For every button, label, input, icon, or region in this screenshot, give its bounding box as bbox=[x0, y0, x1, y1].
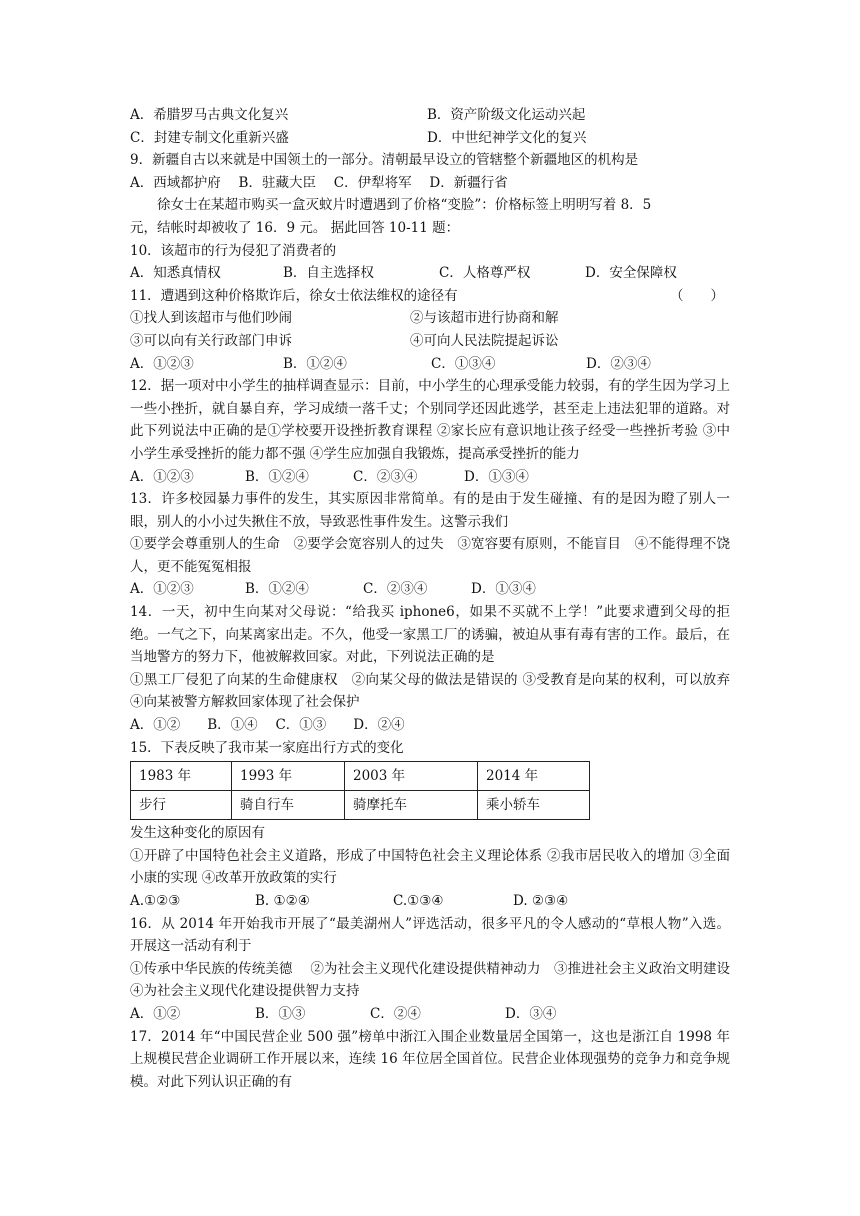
q11-item-1: ①找人到该超市与他们吵闹 bbox=[130, 310, 292, 327]
passage-line2: 元，结帐时却被收了 16．9 元。 据此回答 10-11 题： bbox=[130, 219, 460, 236]
travel-table bbox=[130, 761, 590, 820]
q16-option-c: C．②④ bbox=[370, 1005, 421, 1022]
table-cell-year: 1983 年 bbox=[131, 762, 232, 791]
q14-items: ①黑工厂侵犯了向某的生命健康权 ②向某父母的做法是错误的 ③受教育是向某的权利，可以放弃 ④向某被警方解救回家体现了社会保护 bbox=[130, 671, 744, 711]
q11-option-b: B．①②④ bbox=[283, 355, 347, 372]
q13-option-a: A．①②③ bbox=[130, 581, 194, 598]
q11-item-2: ②与该超市进行协商和解 bbox=[410, 310, 559, 327]
q10-stem: 10．该超市的行为侵犯了消费者的 bbox=[130, 242, 337, 259]
table-row bbox=[131, 791, 590, 820]
table-cell-mode: 骑自行车 bbox=[232, 791, 345, 820]
q15-items: ①开辟了中国特色社会主义道路，形成了中国特色社会主义理论体系 ②我市居民收入的增加 ③全面小康的实现 ④改革开放政策的实行 bbox=[130, 847, 730, 887]
q8-options-row2 bbox=[130, 127, 730, 150]
q11-stem-line bbox=[130, 285, 730, 308]
q10-option-d: D．安全保障权 bbox=[585, 265, 677, 282]
q9-options: A．西域都护府 B．驻藏大臣 C．伊犁将军 D．新疆行省 bbox=[130, 174, 508, 191]
q16-option-b: B．①③ bbox=[255, 1005, 306, 1022]
q16-option-d: D．③④ bbox=[505, 1005, 557, 1022]
q13-stem: 13．许多校园暴力事件的发生，其实原因非常简单。有的是由于发生碰撞、有的是因为瞪了别人一眼，别人的小小过失揪住不放，导致恶性事件发生。这警示我们 bbox=[130, 491, 730, 530]
q14-stem: 14．一天，初中生向某对父母说：“给我买 iphone6，如果不买就不上学！”此要求遭到父母的拒绝。一气之下，向某离家出走。不久，他受一家黑工厂的诱骗，被迫从事有毒有害的工作。最后，在当地警方的努力下，他被解救回家。对此，下列说法正确的是 bbox=[130, 604, 730, 666]
q15-stem: 15．下表反映了我市某一家庭出行方式的变化 bbox=[130, 739, 404, 756]
exam-page bbox=[130, 104, 748, 1093]
q8-option-d: D．中世纪神学文化的复兴 bbox=[427, 129, 587, 146]
q10-options bbox=[130, 262, 730, 285]
q11-answer-paren: （ ） bbox=[670, 287, 724, 304]
q8-option-c: C．封建专制文化重新兴盛 bbox=[130, 129, 289, 146]
q15-sub: 发生这种变化的原因有 bbox=[130, 825, 265, 842]
q12-option-d: D．①③④ bbox=[464, 468, 529, 485]
q11-items-row1 bbox=[130, 307, 730, 330]
q10-option-a: A．知悉真情权 bbox=[130, 265, 221, 282]
q13-option-d: D．①③④ bbox=[471, 581, 536, 598]
table-cell-mode: 乘小轿车 bbox=[478, 791, 590, 820]
q11-option-d: D．②③④ bbox=[586, 355, 651, 372]
q12-option-c: C．②③④ bbox=[353, 468, 418, 485]
table-cell-mode: 骑摩托车 bbox=[345, 791, 478, 820]
q13-items: ①要学会尊重别人的生命 ②要学会宽容别人的过失 ③宽容要有原则，不能盲目 ④不能得理不饶人，更不能冤冤相报 bbox=[130, 536, 730, 575]
q8-option-b: B．资产阶级文化运动兴起 bbox=[427, 107, 586, 123]
q16-stem: 16．从 2014 年开始我市开展了“最美湖州人”评选活动，很多平凡的令人感动的“草根人物”入选。开展这一活动有利于 bbox=[130, 915, 730, 955]
q11-stem: 11．遭遇到这种价格欺诈后，徐女士依法维权的途径有 bbox=[130, 287, 458, 304]
q8-options-row1 bbox=[130, 104, 730, 127]
q13-option-c: C．②③④ bbox=[363, 581, 428, 598]
q15-option-b: B. ①②④ bbox=[255, 893, 310, 909]
q11-item-4: ④可向人民法院提起诉讼 bbox=[410, 332, 559, 349]
table-cell-year: 2003 年 bbox=[345, 762, 478, 791]
q12-options bbox=[130, 466, 730, 489]
q16-items: ①传承中华民族的传统美德 ②为社会主义现代化建设提供精神动力 ③推进社会主义政治文明建设 ④为社会主义现代化建设提供智力支持 bbox=[130, 960, 748, 1000]
q8-option-a: A．希腊罗马古典文化复兴 bbox=[130, 107, 289, 123]
q16-options bbox=[130, 1003, 730, 1026]
q16-option-a: A．①② bbox=[130, 1005, 181, 1022]
table-cell-mode: 步行 bbox=[131, 791, 232, 820]
q9-stem: 9．新疆自古以来就是中国领土的一部分。清朝最早设立的管辖整个新疆地区的机构是 bbox=[130, 152, 639, 169]
q11-item-3: ③可以向有关行政部门申诉 bbox=[130, 332, 292, 349]
q12-stem: 12．据一项对中小学生的抽样调查显示：目前，中小学生的心理承受能力较弱，有的学生因为学习上一些小挫折，就自暴自弃，学习成绩一落千丈；个别同学还因此逃学，甚至走上违法犯罪的道路。对此下列说法中正确的是①学校要开设挫折教育课程 ②家长应有意识地让孩子经受一些挫折考验 ③中小学生承受挫折的能力都不强 ④学生应加强自我锻炼，提高承受挫折的能力 bbox=[130, 378, 730, 462]
q15-options bbox=[130, 890, 730, 913]
q13-options bbox=[130, 578, 730, 601]
q17-stem: 17．2014 年“中国民营企业 500 强”榜单中浙江入围企业数量居全国第一，这也是浙江自 1998 年上规模民营企业调研工作开展以来，连续 16 年位居全国首位。民营企业体现强势的竞争力和竞争规模。对此下列认识正确的有 bbox=[130, 1028, 730, 1090]
q15-option-c: C.①③④ bbox=[393, 893, 444, 909]
q11-items-row2 bbox=[130, 330, 730, 353]
q14-options: A．①② B．①④ C．①③ D．②④ bbox=[130, 717, 405, 734]
q11-option-a: A．①②③ bbox=[130, 355, 194, 372]
q11-option-c: C．①③④ bbox=[431, 355, 496, 372]
q13-option-b: B．①②④ bbox=[245, 581, 309, 598]
q12-option-b: B．①②④ bbox=[245, 468, 309, 485]
table-cell-year: 2014 年 bbox=[478, 762, 590, 791]
q10-option-b: B．自主选择权 bbox=[283, 265, 374, 282]
q10-option-c: C．人格尊严权 bbox=[439, 265, 531, 282]
q11-options bbox=[130, 353, 730, 376]
table-row bbox=[131, 762, 590, 791]
q15-option-a: A.①②③ bbox=[130, 893, 181, 909]
q12-option-a: A．①②③ bbox=[130, 468, 194, 485]
passage-line1: 徐女士在某超市购买一盒灭蚊片时遭遇到了价格“变脸”：价格标签上明明写着 8．5 bbox=[157, 197, 652, 214]
q15-option-d: D. ②③④ bbox=[513, 893, 569, 909]
table-cell-year: 1993 年 bbox=[232, 762, 345, 791]
